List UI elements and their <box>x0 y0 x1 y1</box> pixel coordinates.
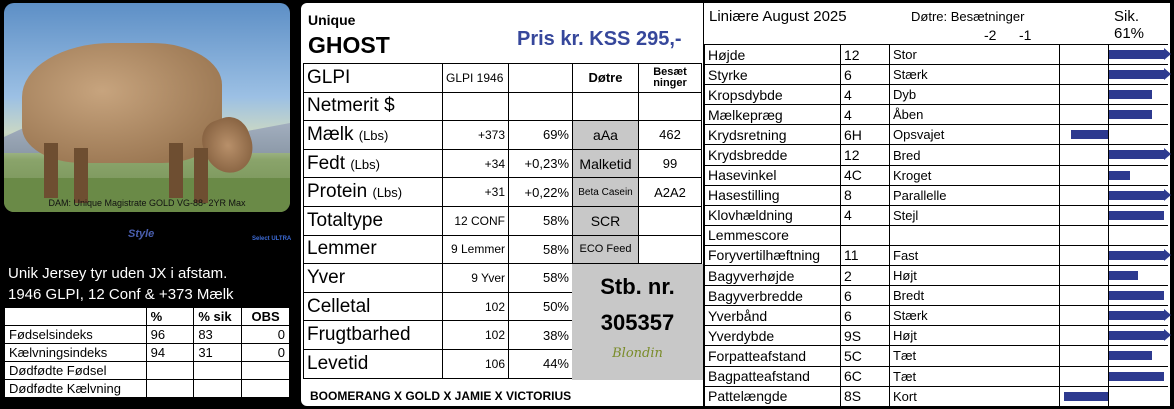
daughter-label: aAa <box>573 121 639 150</box>
daughter-label: Malketid <box>573 149 639 178</box>
table-cell <box>242 362 290 380</box>
table-cell: Dødfødte Fødsel <box>5 362 147 380</box>
trait-name: Hasevinkel <box>705 165 841 185</box>
table-row <box>705 125 1168 145</box>
trait-value: 9 Yver <box>443 264 509 293</box>
zero-line <box>1108 206 1109 225</box>
trait-score: 6 <box>841 306 890 326</box>
zero-line <box>1108 286 1109 305</box>
arrow-icon <box>1164 68 1171 80</box>
trait-score: 9S <box>841 326 890 346</box>
trait-description: Opsvajet <box>890 125 1060 145</box>
trait-label <box>304 178 443 207</box>
trait-reliability: 44% <box>509 349 573 378</box>
table-row <box>705 286 1168 306</box>
trait-label <box>304 235 443 264</box>
trait-name: Krydsretning <box>705 125 841 145</box>
table-row <box>705 266 1168 286</box>
daughter-label <box>573 92 639 121</box>
daughter-label: Døtre <box>573 64 639 93</box>
trait-bar <box>1108 50 1164 59</box>
arrow-icon <box>1164 48 1171 60</box>
trait-reliability: 50% <box>509 292 573 321</box>
trait-bar <box>1108 331 1164 340</box>
trait-label <box>304 264 443 293</box>
trait-label <box>304 321 443 350</box>
trait-name: Højde <box>705 45 841 65</box>
daughter-label: Beta Casein <box>573 178 639 207</box>
table-row <box>705 346 1168 366</box>
table-cell: Dødfødte Kælvning <box>5 380 147 398</box>
axis-label: -1 <box>1019 27 1032 43</box>
trait-value: 106 <box>443 349 509 378</box>
trait-reliability: 58% <box>509 264 573 293</box>
table-row <box>5 344 290 362</box>
trait-bar <box>1108 372 1164 381</box>
intro-line: 1946 GLPI, 12 Conf & +373 Mælk <box>8 286 234 303</box>
table-cell <box>146 362 194 380</box>
trait-score: 6H <box>841 125 890 145</box>
trait-label <box>304 149 443 178</box>
cow-photo <box>4 3 290 212</box>
cow-leg-shape <box>169 143 183 198</box>
table-row <box>705 185 1168 205</box>
trait-bar-cell <box>1060 185 1168 205</box>
herd-value: 99 <box>639 149 702 178</box>
photo-caption: DAM: Unique Magistrate GOLD VG-88- 2YR Max <box>48 198 246 208</box>
trait-name: Totaltype <box>307 209 384 231</box>
trait-name: Mælk <box>307 123 354 145</box>
trait-reliability: +0,23% <box>509 149 573 178</box>
trait-score: 2 <box>841 266 890 286</box>
table-row <box>304 64 702 93</box>
table-row <box>5 362 290 380</box>
trait-bar-cell <box>1060 225 1168 245</box>
trait-name: GLPI <box>307 66 351 88</box>
trait-bar-cell <box>1060 65 1168 85</box>
trait-name: Lemmescore <box>705 225 841 245</box>
trait-name: Mælkepræg <box>705 105 841 125</box>
trait-description: Stærk <box>890 65 1060 85</box>
trait-score: 4 <box>841 205 890 225</box>
trait-value: 9 Lemmer <box>443 235 509 264</box>
trait-bar <box>1071 130 1108 139</box>
table-cell: 96 <box>146 326 194 344</box>
brand-label: Unique <box>308 12 356 28</box>
table-row <box>705 165 1168 185</box>
linear-title: Liniære August 2025 <box>709 8 847 25</box>
trait-bar <box>1108 251 1164 260</box>
trait-bar-cell <box>1060 266 1168 286</box>
pedigree-line: BOOMERANG X GOLD X JAMIE X VICTORIUS <box>310 389 572 403</box>
trait-value: 12 CONF <box>443 206 509 235</box>
table-row <box>304 235 702 264</box>
trait-bar <box>1108 211 1164 220</box>
zero-line <box>1108 145 1109 164</box>
table-row <box>705 205 1168 225</box>
zero-line <box>1108 306 1109 325</box>
trait-name: Yver <box>307 266 346 288</box>
trait-bar <box>1108 150 1164 159</box>
trait-value <box>443 92 509 121</box>
trait-bar-cell <box>1060 286 1168 306</box>
trait-bar-cell <box>1060 306 1168 326</box>
trait-bar-cell <box>1060 165 1168 185</box>
trait-reliability: 38% <box>509 321 573 350</box>
zero-line <box>1108 246 1109 265</box>
trait-name: Forpatteafstand <box>705 346 841 366</box>
linear-traits-table <box>704 44 1168 407</box>
table-cell: 0 <box>242 344 290 362</box>
zero-line <box>1108 326 1109 345</box>
trait-score: 6 <box>841 65 890 85</box>
trait-description: Tæt <box>890 346 1060 366</box>
trait-unit: (Lbs) <box>372 185 403 201</box>
trait-score: 6C <box>841 366 890 386</box>
trait-bar <box>1108 271 1138 280</box>
trait-label <box>304 64 443 93</box>
trait-bar-cell <box>1060 85 1168 105</box>
trait-bar-cell <box>1060 346 1168 366</box>
trait-description <box>890 225 1060 245</box>
herd-value: A2A2 <box>639 178 702 207</box>
trait-name: Styrke <box>705 65 841 85</box>
herd-value: Besæt ninger <box>639 64 702 93</box>
trait-label <box>304 206 443 235</box>
zero-line <box>1108 346 1109 365</box>
trait-score: 12 <box>841 45 890 65</box>
table-row <box>705 386 1168 406</box>
trait-description: Bred <box>890 145 1060 165</box>
trait-score: 6 <box>841 286 890 306</box>
linear-traits-panel <box>704 3 1170 406</box>
table-row <box>705 105 1168 125</box>
trait-reliability: 58% <box>509 206 573 235</box>
trait-score: 11 <box>841 245 890 265</box>
trait-reliability: 58% <box>509 235 573 264</box>
trait-score: 8S <box>841 386 890 406</box>
trait-name: Bagpatteafstand <box>705 366 841 386</box>
trait-description: Stor <box>890 45 1060 65</box>
trait-description: Stejl <box>890 205 1060 225</box>
trait-score: 4C <box>841 165 890 185</box>
trait-name: Yverdybde <box>705 326 841 346</box>
daughter-label: ECO Feed <box>573 235 639 264</box>
arrow-icon <box>1164 329 1171 341</box>
table-header <box>5 308 147 326</box>
trait-unit: (Lbs) <box>350 156 380 172</box>
trait-reliability <box>509 92 573 121</box>
zero-line <box>1108 166 1109 185</box>
trait-bar-cell <box>1060 125 1168 145</box>
trait-bar-cell <box>1060 386 1168 406</box>
intro-line: Unik Jersey tyr uden JX i afstam. <box>8 265 228 282</box>
table-row <box>304 121 702 150</box>
cow-leg-shape <box>74 148 88 203</box>
table-row <box>705 326 1168 346</box>
reliability-label: Sik. 61% <box>1114 8 1145 42</box>
trait-value: +373 <box>443 121 509 150</box>
trait-description: Tæt <box>890 366 1060 386</box>
zero-line <box>1108 266 1109 285</box>
trait-bar-cell <box>1060 45 1168 65</box>
zero-line <box>1108 226 1109 245</box>
zero-line <box>1108 125 1109 144</box>
trait-bar-cell <box>1060 326 1168 346</box>
style-logo: Style <box>128 228 155 240</box>
table-cell <box>242 380 290 398</box>
table-row <box>304 178 702 207</box>
herd-value <box>639 235 702 264</box>
stb-label: Stb. nr. <box>600 274 675 299</box>
table-row <box>705 366 1168 386</box>
herd-value: 462 <box>639 121 702 150</box>
trait-description: Dyb <box>890 85 1060 105</box>
table-cell: 83 <box>194 326 242 344</box>
trait-name: Bagyverhøjde <box>705 266 841 286</box>
table-cell: 0 <box>242 326 290 344</box>
trait-bar <box>1108 171 1130 180</box>
table-row <box>5 380 290 398</box>
table-header: % sik <box>194 308 242 326</box>
trait-name: Lemmer <box>307 238 377 260</box>
table-cell <box>194 380 242 398</box>
trait-reliability: 69% <box>509 121 573 150</box>
zero-line <box>1108 387 1109 406</box>
herd-value <box>639 92 702 121</box>
trait-score: 8 <box>841 185 890 205</box>
trait-bar-cell <box>1060 245 1168 265</box>
stb-box <box>572 264 703 380</box>
table-row <box>705 145 1168 165</box>
arrow-icon <box>1164 309 1171 321</box>
table-header: % <box>146 308 194 326</box>
stb-number: 305357 <box>600 310 675 335</box>
trait-bar-cell <box>1060 145 1168 165</box>
trait-label <box>304 121 443 150</box>
trait-description: Parallelle <box>890 185 1060 205</box>
trait-label <box>304 92 443 121</box>
table-row <box>5 326 290 344</box>
trait-name: Fedt <box>307 152 346 174</box>
arrow-icon <box>1164 148 1171 160</box>
trait-bar <box>1108 191 1164 200</box>
table-cell: 94 <box>146 344 194 362</box>
trait-description: Højt <box>890 266 1060 286</box>
trait-description: Kroget <box>890 165 1060 185</box>
select-ultra-logo: Select ULTRA <box>252 236 292 242</box>
blondin-logo: Blondin <box>612 346 663 361</box>
trait-reliability <box>509 64 573 93</box>
table-cell: Fødselsindeks <box>5 326 147 344</box>
trait-score: 5C <box>841 346 890 366</box>
trait-bar-cell <box>1060 105 1168 125</box>
zero-line <box>1108 105 1109 124</box>
trait-name: Bagyverbredde <box>705 286 841 306</box>
bull-name: GHOST <box>308 32 390 58</box>
zero-line <box>1108 85 1109 104</box>
table-cell: Kælvningsindeks <box>5 344 147 362</box>
trait-bar-cell <box>1060 205 1168 225</box>
herd-value <box>639 206 702 235</box>
trait-bar <box>1108 351 1152 360</box>
table-row <box>705 225 1168 245</box>
trait-name: Pattelængde <box>705 386 841 406</box>
trait-bar <box>1108 311 1164 320</box>
trait-description: Åben <box>890 105 1060 125</box>
trait-description: Højt <box>890 326 1060 346</box>
trait-name: Foryvertilhæftning <box>705 245 841 265</box>
trait-bar <box>1108 110 1152 119</box>
trait-value: +34 <box>443 149 509 178</box>
trait-value: +31 <box>443 178 509 207</box>
trait-description: Stærk <box>890 306 1060 326</box>
trait-description: Fast <box>890 245 1060 265</box>
trait-bar <box>1108 90 1152 99</box>
cow-leg-shape <box>194 148 208 203</box>
zero-line <box>1108 367 1109 386</box>
trait-score: 4 <box>841 105 890 125</box>
table-row <box>705 245 1168 265</box>
trait-value: GLPI 1946 <box>443 64 509 93</box>
intro-text <box>8 263 234 305</box>
arrow-icon <box>1164 189 1171 201</box>
trait-name: Netmerit $ <box>307 95 395 117</box>
table-cell: 31 <box>194 344 242 362</box>
price-label: Pris kr. KSS 295,- <box>517 28 682 50</box>
trait-name: Celletal <box>307 295 371 317</box>
table-cell <box>194 362 242 380</box>
table-row <box>705 85 1168 105</box>
trait-label <box>304 292 443 321</box>
table-row <box>304 149 702 178</box>
trait-score: 4 <box>841 85 890 105</box>
table-row <box>705 65 1168 85</box>
trait-name: Protein <box>307 181 368 203</box>
axis-label: -2 <box>984 27 997 43</box>
trait-reliability: +0,22% <box>509 178 573 207</box>
trait-name: Yverbånd <box>705 306 841 326</box>
trait-bar <box>1064 392 1108 401</box>
zero-line <box>1108 45 1109 64</box>
bull-info-panel <box>301 3 703 406</box>
trait-name: Hasestilling <box>705 185 841 205</box>
trait-value: 102 <box>443 292 509 321</box>
trait-name: Kropsdybde <box>705 85 841 105</box>
table-row <box>304 206 702 235</box>
table-cell <box>146 380 194 398</box>
cow-leg-shape <box>44 143 58 198</box>
trait-bar-cell <box>1060 366 1168 386</box>
trait-name: Klovhældning <box>705 205 841 225</box>
trait-label <box>304 349 443 378</box>
trait-score <box>841 225 890 245</box>
table-header: OBS <box>242 308 290 326</box>
trait-description: Kort <box>890 386 1060 406</box>
trait-name: Levetid <box>307 352 369 374</box>
daughter-label: SCR <box>573 206 639 235</box>
table-row <box>304 92 702 121</box>
linear-subtitle: Døtre: Besætninger <box>911 9 1025 24</box>
trait-bar <box>1108 70 1164 79</box>
zero-line <box>1108 65 1109 84</box>
trait-description: Bredt <box>890 286 1060 306</box>
arrow-icon <box>1164 249 1171 261</box>
trait-name: Krydsbredde <box>705 145 841 165</box>
birth-index-table <box>4 307 290 398</box>
trait-unit: (Lbs) <box>358 127 389 143</box>
trait-score: 12 <box>841 145 890 165</box>
trait-value: 102 <box>443 321 509 350</box>
table-row <box>705 306 1168 326</box>
table-row <box>705 45 1168 65</box>
trait-name: Frugtbarhed <box>307 324 411 346</box>
trait-bar <box>1108 291 1164 300</box>
zero-line <box>1108 186 1109 205</box>
